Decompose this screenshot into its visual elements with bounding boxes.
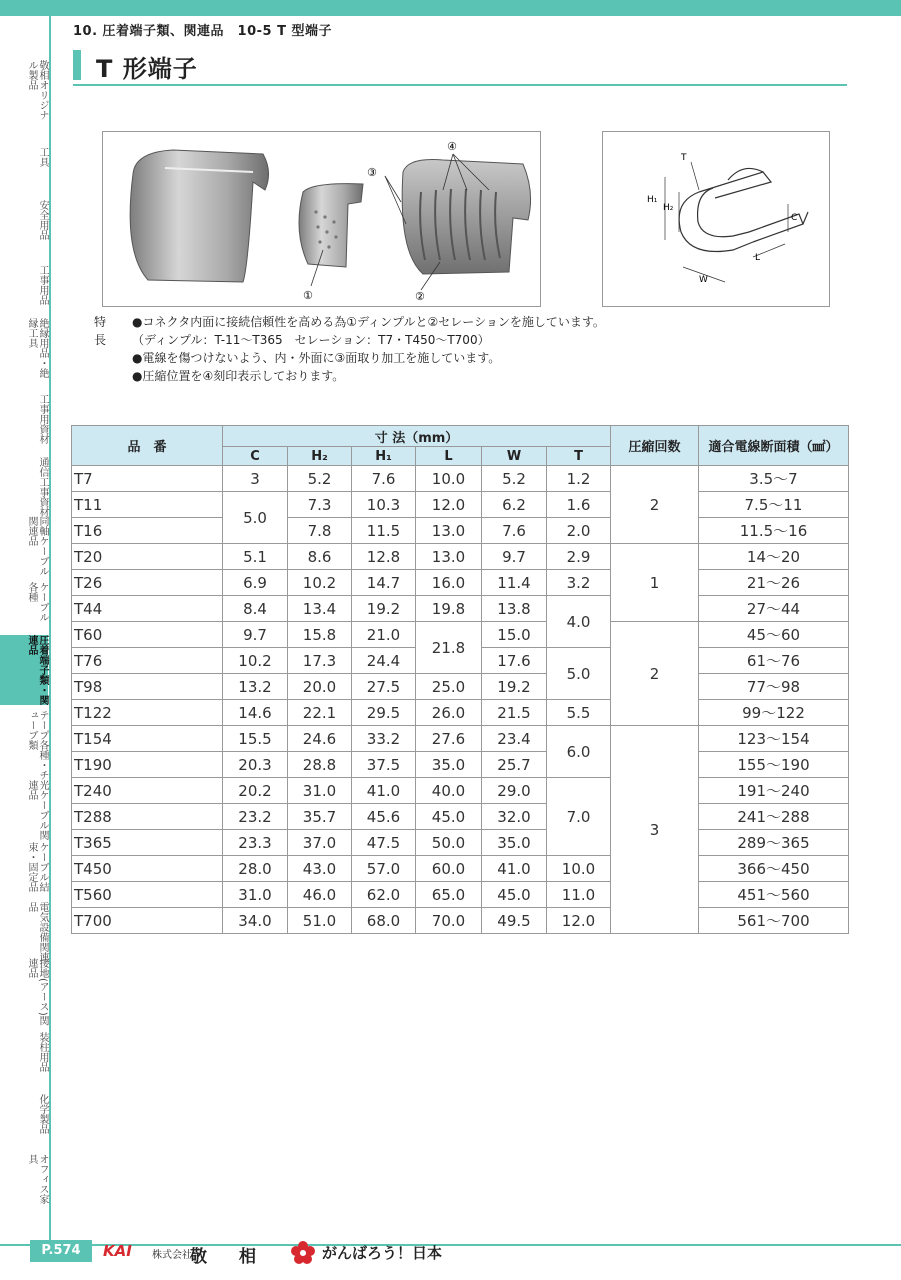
side-nav-label: 通信工事資材 [37, 457, 48, 517]
cell-h2: 37.0 [288, 830, 352, 856]
side-nav-label: オフィス家具 [26, 1154, 48, 1204]
side-nav-label: 安全用品 [37, 200, 48, 240]
cell-crimps: 2 [611, 622, 699, 726]
side-nav-label: 装柱用品 [37, 1032, 48, 1072]
cell-area: 99～122 [699, 700, 849, 726]
cell-h1: 27.5 [352, 674, 416, 700]
table-row [72, 622, 849, 648]
cell-h1: 41.0 [352, 778, 416, 804]
cell-area: 289～365 [699, 830, 849, 856]
cell-t: 11.0 [547, 882, 611, 908]
header-l: L [416, 447, 482, 466]
cell-w: 23.4 [482, 726, 547, 752]
side-nav-label: 同軸ケーブル関連品 [26, 516, 48, 576]
cell-h1: 24.4 [352, 648, 416, 674]
side-nav-item[interactable] [0, 710, 48, 782]
company-name: 敬相 [190, 1247, 288, 1267]
page-number: P.574 [30, 1240, 92, 1262]
terminal-photo-illustration [103, 132, 540, 306]
table-row [72, 466, 849, 492]
cell-l: 26.0 [416, 700, 482, 726]
cell-c: 3 [223, 466, 288, 492]
side-nav-label: 接地(アース)関連品 [26, 958, 48, 1026]
table-row [72, 830, 849, 856]
cell-h2: 7.8 [288, 518, 352, 544]
company-prefix: 株式会社 [152, 1250, 192, 1261]
side-nav-item[interactable] [0, 136, 48, 178]
cell-t: 3.2 [547, 570, 611, 596]
cell-l: 27.6 [416, 726, 482, 752]
callout-2: ② [415, 290, 425, 303]
dim-h2-label: H₂ [663, 203, 674, 213]
cell-h2: 35.7 [288, 804, 352, 830]
cell-h2: 17.3 [288, 648, 352, 674]
cell-name: T20 [72, 544, 223, 570]
feature-line: ●電線を傷つけないよう、内・外面に③面取り加工を施しています。 [132, 351, 501, 365]
cell-w: 9.7 [482, 544, 547, 570]
features-label: 特長 [94, 315, 107, 347]
cell-w: 21.5 [482, 700, 547, 726]
cell-h1: 33.2 [352, 726, 416, 752]
cell-l: 65.0 [416, 882, 482, 908]
cell-c: 34.0 [223, 908, 288, 934]
table-row [72, 856, 849, 882]
cell-t: 4.0 [547, 596, 611, 648]
cell-area: 561～700 [699, 908, 849, 934]
cell-area: 77～98 [699, 674, 849, 700]
cell-h2: 15.8 [288, 622, 352, 648]
cell-w: 13.8 [482, 596, 547, 622]
side-nav-label: 電気設備関連品 [26, 902, 48, 962]
cell-l: 21.8 [416, 622, 482, 674]
page-title: T 形端子 [96, 55, 198, 83]
spec-table [71, 425, 849, 934]
callout-1: ① [303, 289, 313, 302]
dim-c-label: C [791, 213, 798, 223]
cell-c: 23.3 [223, 830, 288, 856]
table-row [72, 518, 849, 544]
cell-l: 12.0 [416, 492, 482, 518]
cell-w: 35.0 [482, 830, 547, 856]
cell-t: 12.0 [547, 908, 611, 934]
cell-l: 13.0 [416, 544, 482, 570]
cell-c: 14.6 [223, 700, 288, 726]
cherry-blossom-icon [290, 1240, 316, 1266]
cell-name: T450 [72, 856, 223, 882]
side-nav-item[interactable] [0, 195, 48, 245]
cell-h1: 62.0 [352, 882, 416, 908]
cell-area: 61～76 [699, 648, 849, 674]
header-t: T [547, 447, 611, 466]
cell-h2: 7.3 [288, 492, 352, 518]
cell-name: T190 [72, 752, 223, 778]
side-nav-label: 敬相オリジナル製品 [26, 60, 48, 120]
bottom-accent-line [0, 1244, 901, 1246]
cell-l: 16.0 [416, 570, 482, 596]
side-nav-label: 工具 [37, 147, 48, 167]
cell-h1: 57.0 [352, 856, 416, 882]
cell-w: 15.0 [482, 622, 547, 648]
cell-l: 50.0 [416, 830, 482, 856]
cell-h2: 51.0 [288, 908, 352, 934]
table-row [72, 908, 849, 934]
brand-logo: KAI [103, 1242, 132, 1260]
cell-h1: 37.5 [352, 752, 416, 778]
table-row [72, 596, 849, 622]
cell-c: 6.9 [223, 570, 288, 596]
cell-t: 7.0 [547, 778, 611, 856]
cell-name: T60 [72, 622, 223, 648]
side-accent-line [49, 16, 51, 1244]
cell-l: 25.0 [416, 674, 482, 700]
dim-l-label: L [755, 253, 761, 263]
dim-h1-label: H₁ [647, 195, 658, 205]
cell-h1: 7.6 [352, 466, 416, 492]
cell-l: 40.0 [416, 778, 482, 804]
cell-l: 60.0 [416, 856, 482, 882]
cell-h2: 10.2 [288, 570, 352, 596]
cell-w: 41.0 [482, 856, 547, 882]
cell-w: 7.6 [482, 518, 547, 544]
cell-name: T288 [72, 804, 223, 830]
cell-l: 19.8 [416, 596, 482, 622]
feature-line: （ディンプル：T-11～T365 セレーション：T7・T450～T700） [132, 333, 490, 347]
cell-h2: 28.8 [288, 752, 352, 778]
cell-l: 70.0 [416, 908, 482, 934]
cell-w: 6.2 [482, 492, 547, 518]
cell-c: 5.0 [223, 492, 288, 544]
cell-c: 20.3 [223, 752, 288, 778]
product-photo [102, 131, 541, 307]
side-nav-label: 化学製品 [37, 1094, 48, 1134]
table-row [72, 752, 849, 778]
cell-area: 123～154 [699, 726, 849, 752]
cell-c: 5.1 [223, 544, 288, 570]
cell-l: 35.0 [416, 752, 482, 778]
feature-line: ●コネクタ内面に接続信頼性を高める為①ディンプルと②セレーションを施しています。 [132, 315, 605, 329]
cell-h2: 20.0 [288, 674, 352, 700]
side-nav-item[interactable] [0, 780, 48, 842]
cell-t: 2.0 [547, 518, 611, 544]
cell-t: 5.5 [547, 700, 611, 726]
top-accent-bar [0, 0, 901, 16]
callout-3: ③ [367, 166, 377, 179]
cell-t: 1.6 [547, 492, 611, 518]
cell-area: 3.5～7 [699, 466, 849, 492]
side-nav-label: 圧着端子類・関連品 [26, 635, 48, 705]
cell-c: 15.5 [223, 726, 288, 752]
table-row [72, 804, 849, 830]
dimension-diagram [602, 131, 830, 307]
cell-area: 27～44 [699, 596, 849, 622]
cell-w: 17.6 [482, 648, 547, 674]
cell-t: 6.0 [547, 726, 611, 778]
cell-c: 13.2 [223, 674, 288, 700]
cell-c: 20.2 [223, 778, 288, 804]
side-nav-item[interactable] [0, 1028, 48, 1076]
table-row [72, 882, 849, 908]
cell-name: T154 [72, 726, 223, 752]
cell-h1: 11.5 [352, 518, 416, 544]
cell-name: T700 [72, 908, 223, 934]
side-nav-label: 工事用品 [37, 265, 48, 305]
cell-c: 10.2 [223, 648, 288, 674]
cell-h1: 19.2 [352, 596, 416, 622]
header-c: C [223, 447, 288, 466]
cell-name: T76 [72, 648, 223, 674]
cell-area: 155～190 [699, 752, 849, 778]
cell-h1: 47.5 [352, 830, 416, 856]
cell-h2: 13.4 [288, 596, 352, 622]
cell-h2: 31.0 [288, 778, 352, 804]
callout-4: ④ [447, 140, 457, 153]
dim-w-label: W [699, 275, 708, 285]
cell-t: 2.9 [547, 544, 611, 570]
side-nav-item[interactable] [0, 1090, 48, 1138]
side-nav-item[interactable] [0, 318, 48, 378]
header-dims: 寸 法（mm） [223, 426, 611, 447]
cell-c: 31.0 [223, 882, 288, 908]
cell-l: 10.0 [416, 466, 482, 492]
header-wire-area: 適合電線断面積（㎟） [699, 426, 849, 466]
table-row [72, 674, 849, 700]
cell-name: T240 [72, 778, 223, 804]
side-nav-label: テープ各種・チューブ類 [26, 710, 48, 780]
cell-h2: 43.0 [288, 856, 352, 882]
cell-name: T44 [72, 596, 223, 622]
cell-area: 451～560 [699, 882, 849, 908]
cell-h1: 29.5 [352, 700, 416, 726]
cell-area: 366～450 [699, 856, 849, 882]
table-row [72, 570, 849, 596]
side-nav-item[interactable] [0, 582, 48, 630]
header-w: W [482, 447, 547, 466]
cell-h1: 21.0 [352, 622, 416, 648]
cell-name: T11 [72, 492, 223, 518]
cell-w: 49.5 [482, 908, 547, 934]
cell-w: 5.2 [482, 466, 547, 492]
breadcrumb: 10. 圧着端子類、関連品 10-5 T 型端子 [73, 24, 333, 39]
cell-w: 11.4 [482, 570, 547, 596]
cell-area: 21～26 [699, 570, 849, 596]
cell-area: 241～288 [699, 804, 849, 830]
header-crimps: 圧縮回数 [611, 426, 699, 466]
cell-h1: 14.7 [352, 570, 416, 596]
cell-name: T365 [72, 830, 223, 856]
side-nav-item[interactable] [0, 958, 48, 1034]
side-nav-label: ケーブル結束・固定品 [26, 842, 48, 892]
title-marker [73, 50, 81, 80]
cell-h1: 68.0 [352, 908, 416, 934]
table-row [72, 726, 849, 752]
side-nav-item[interactable] [0, 60, 48, 122]
cell-crimps: 3 [611, 726, 699, 934]
table-row [72, 700, 849, 726]
cell-h2: 46.0 [288, 882, 352, 908]
cell-h2: 8.6 [288, 544, 352, 570]
cell-area: 11.5～16 [699, 518, 849, 544]
side-nav-label: 工事用資材 [37, 394, 48, 444]
table-row [72, 778, 849, 804]
cell-w: 45.0 [482, 882, 547, 908]
table-row [72, 492, 849, 518]
title-underline [73, 84, 847, 86]
feature-line: ●圧縮位置を④刻印表示しております。 [132, 369, 345, 383]
header-name: 品 番 [72, 426, 223, 466]
table-row [72, 544, 849, 570]
cell-name: T7 [72, 466, 223, 492]
cell-l: 13.0 [416, 518, 482, 544]
side-nav-item[interactable] [0, 516, 48, 582]
cell-w: 32.0 [482, 804, 547, 830]
cell-t: 5.0 [547, 648, 611, 700]
cell-c: 9.7 [223, 622, 288, 648]
cell-name: T98 [72, 674, 223, 700]
cell-h2: 24.6 [288, 726, 352, 752]
cell-t: 1.2 [547, 466, 611, 492]
side-nav-label: ケーブル各種 [26, 582, 48, 622]
cell-t: 10.0 [547, 856, 611, 882]
cell-c: 8.4 [223, 596, 288, 622]
cell-h1: 10.3 [352, 492, 416, 518]
header-h2: H₂ [288, 447, 352, 466]
cell-area: 14～20 [699, 544, 849, 570]
header-h1: H₁ [352, 447, 416, 466]
cell-area: 45～60 [699, 622, 849, 648]
side-nav-item[interactable] [0, 452, 48, 522]
cell-h2: 5.2 [288, 466, 352, 492]
side-nav-item[interactable] [0, 842, 48, 904]
cell-area: 7.5～11 [699, 492, 849, 518]
side-nav-item[interactable] [0, 902, 48, 964]
side-nav-label: 光ケーブル関連品 [26, 780, 48, 840]
cell-name: T16 [72, 518, 223, 544]
cell-c: 28.0 [223, 856, 288, 882]
cell-area: 191～240 [699, 778, 849, 804]
side-nav-item[interactable] [0, 260, 48, 310]
dimension-drawing [603, 132, 829, 306]
side-nav-item[interactable] [0, 394, 48, 444]
cell-h1: 12.8 [352, 544, 416, 570]
cell-w: 25.7 [482, 752, 547, 778]
cell-name: T26 [72, 570, 223, 596]
cell-w: 29.0 [482, 778, 547, 804]
cell-c: 23.2 [223, 804, 288, 830]
cell-w: 19.2 [482, 674, 547, 700]
cell-name: T122 [72, 700, 223, 726]
cell-name: T560 [72, 882, 223, 908]
side-nav-label: 絶縁用品・絶縁工具 [26, 318, 48, 378]
dim-t-label: T [681, 153, 687, 163]
cell-crimps: 2 [611, 466, 699, 544]
cell-h2: 22.1 [288, 700, 352, 726]
slogan: がんばろう！日本 [322, 1244, 443, 1262]
cell-l: 45.0 [416, 804, 482, 830]
side-nav-item[interactable] [0, 1154, 48, 1204]
cell-crimps: 1 [611, 544, 699, 622]
cell-h1: 45.6 [352, 804, 416, 830]
side-nav-item-active[interactable] [0, 635, 48, 705]
